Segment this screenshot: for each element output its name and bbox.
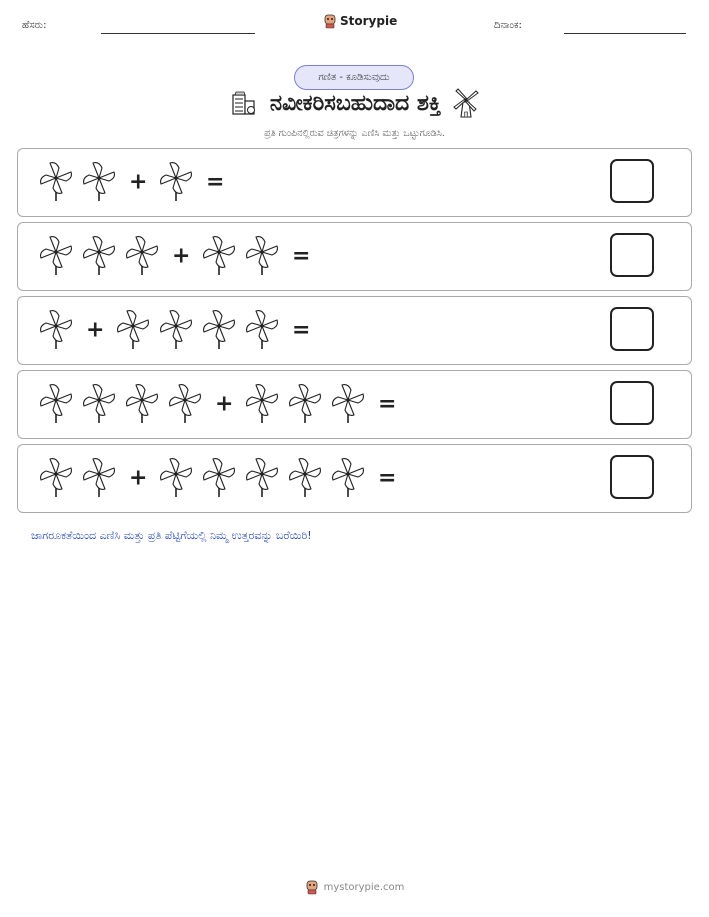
pinwheel-icon	[246, 234, 278, 280]
equals-sign: =	[292, 242, 311, 268]
pinwheel-icon	[117, 308, 149, 354]
date-label: ದಿನಾಂಕ:	[494, 20, 522, 31]
pinwheel-icon	[40, 308, 72, 354]
pinwheel-icon	[246, 456, 278, 502]
pinwheel-icon	[160, 160, 192, 206]
pinwheel-icon	[40, 382, 72, 428]
plus-sign: +	[172, 242, 191, 268]
problem-row	[17, 148, 692, 217]
solar-building-icon	[230, 89, 258, 117]
instruction-text: ಜಾಗರೂಕತೆಯಿಂದ ಎಣಿಸಿ ಮತ್ತು ಪ್ರತಿ ಪೆಟ್ಟಿಗೆಯಲ್ಲಿ ನಿಮ್ಮ ಉತ್ತರವನ್ನು ಬರೆಯಿರಿ!	[31, 529, 312, 542]
pinwheel-icon	[160, 308, 192, 354]
pinwheel-icon	[83, 456, 115, 502]
storypie-mascot-icon	[305, 879, 319, 895]
pinwheel-icon	[332, 382, 364, 428]
storypie-mascot-icon	[323, 13, 337, 29]
pinwheel-icon	[126, 234, 158, 280]
problem-row	[17, 222, 692, 291]
pinwheel-icon	[83, 234, 115, 280]
equals-sign: =	[206, 168, 225, 194]
brand-logo	[323, 13, 397, 29]
pinwheel-icon	[203, 456, 235, 502]
plus-sign: +	[129, 464, 148, 490]
pinwheel-icon	[83, 382, 115, 428]
answer-box[interactable]	[610, 233, 654, 277]
pinwheel-icon	[160, 456, 192, 502]
plus-sign: +	[86, 316, 105, 342]
date-line[interactable]	[564, 33, 686, 34]
pinwheel-icon	[246, 308, 278, 354]
plus-sign: +	[129, 168, 148, 194]
pinwheel-icon	[289, 382, 321, 428]
pinwheel-icon	[40, 160, 72, 206]
pinwheel-icon	[246, 382, 278, 428]
pinwheel-icon	[169, 382, 201, 428]
footer-site[interactable]: mystorypie.com	[323, 881, 405, 893]
pinwheel-icon	[203, 234, 235, 280]
brand-name: Storypie	[340, 14, 398, 28]
pinwheel-icon	[332, 456, 364, 502]
windmill-icon	[453, 88, 479, 118]
title-row	[0, 88, 709, 118]
page-subtitle: ಪ್ರತಿ ಗುಂಪಿನಲ್ಲಿರುವ ಚಿತ್ರಗಳನ್ನು ಎಣಿಸಿ ಮತ್ತು ಒಟ್ಟುಗೂಡಿಸಿ.	[264, 128, 445, 139]
page-title: ನವೀಕರಿಸಬಹುದಾದ ಶಕ್ತಿ	[269, 90, 442, 116]
pinwheel-icon	[40, 456, 72, 502]
answer-box[interactable]	[610, 455, 654, 499]
pinwheel-icon	[203, 308, 235, 354]
problem-row	[17, 370, 692, 439]
pinwheel-icon	[126, 382, 158, 428]
pinwheel-icon	[289, 456, 321, 502]
footer	[0, 879, 709, 895]
equals-sign: =	[292, 316, 311, 342]
equals-sign: =	[378, 390, 397, 416]
pinwheel-icon	[83, 160, 115, 206]
topic-badge: ಗಣಿತ - ಕೂಡಿಸುವುದು	[294, 65, 414, 90]
answer-box[interactable]	[610, 159, 654, 203]
problem-row	[17, 444, 692, 513]
plus-sign: +	[215, 390, 234, 416]
problem-row	[17, 296, 692, 365]
equals-sign: =	[378, 464, 397, 490]
name-label: ಹೆಸರು:	[22, 20, 47, 31]
answer-box[interactable]	[610, 381, 654, 425]
pinwheel-icon	[40, 234, 72, 280]
name-line[interactable]	[101, 33, 255, 34]
answer-box[interactable]	[610, 307, 654, 351]
